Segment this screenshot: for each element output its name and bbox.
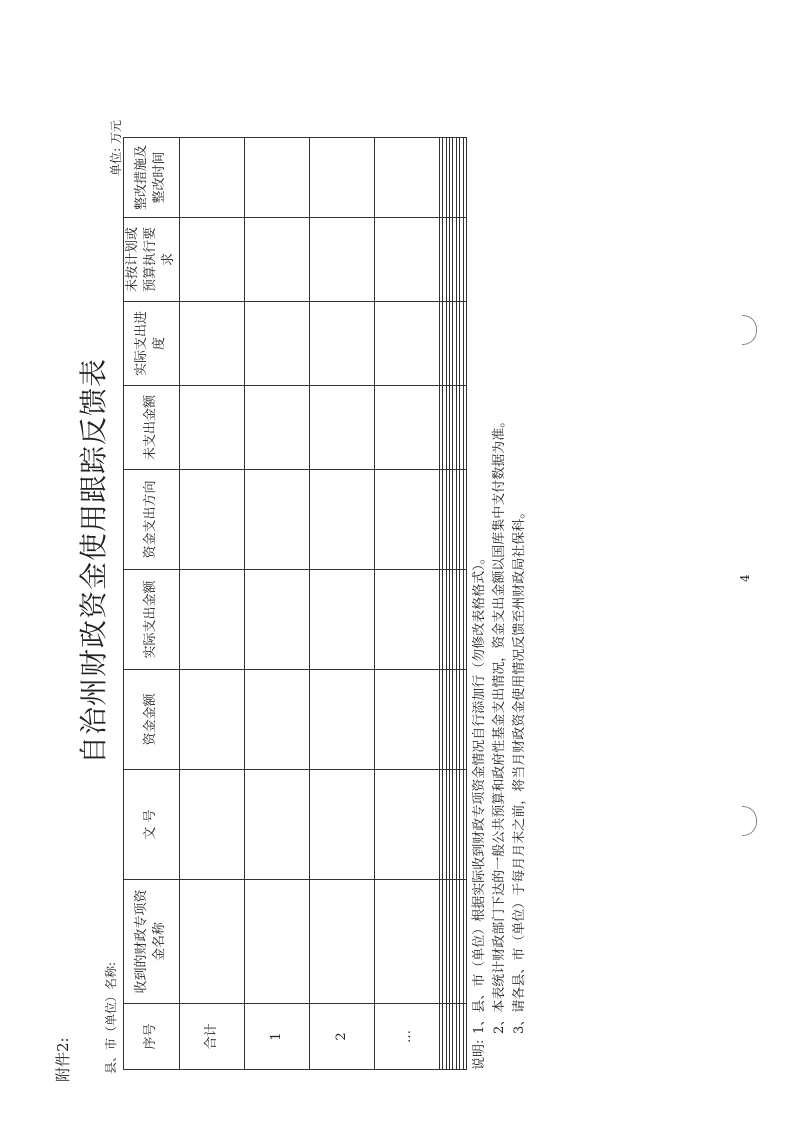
column-header: 整改措施及整改时间: [124, 138, 180, 218]
note-item: [510, 415, 530, 1070]
table-cell: [463, 880, 466, 1004]
table-cell: [309, 570, 374, 670]
table-cell: [374, 880, 439, 1004]
table-row: [374, 138, 439, 1070]
table-row: [463, 138, 466, 1070]
column-header: 实际支出金额: [124, 570, 180, 670]
table-cell: [463, 386, 466, 470]
notes-label: 说明:: [472, 1039, 487, 1070]
table-cell: [309, 880, 374, 1004]
table-cell: 合计: [179, 1004, 244, 1070]
table-cell: [374, 386, 439, 470]
table-cell: …: [374, 1004, 439, 1070]
table-cell: [244, 470, 309, 570]
column-header: 收到的财政专项资金名称: [124, 880, 180, 1004]
table-header-row: [124, 138, 180, 1070]
column-header: 未支出金额: [124, 386, 180, 470]
table-cell: [374, 138, 439, 218]
table-cell: 1: [244, 1004, 309, 1070]
notes-section: [470, 415, 530, 1070]
table-cell: [309, 670, 374, 770]
table-cell: [309, 218, 374, 302]
table-cell: [179, 386, 244, 470]
table-cell: [244, 302, 309, 386]
table-cell: [179, 302, 244, 386]
note-item: [490, 415, 510, 1070]
table-cell: [179, 218, 244, 302]
table-cell: [374, 302, 439, 386]
table-cell: [244, 570, 309, 670]
table-cell: [244, 670, 309, 770]
table-cell: [309, 470, 374, 570]
table-cell: [374, 218, 439, 302]
table-cell: [179, 670, 244, 770]
table-cell: [463, 218, 466, 302]
note-text: 3、请各县、市（单位）于每月月末之前，将当月财政资金使用情况反馈至州财政局社保科。: [512, 505, 527, 1034]
unit-name-label: 县、市（单位）名称:: [104, 961, 118, 1074]
page-title: 自治州财政资金使用跟踪反馈表: [77, 358, 110, 765]
table-cell: [463, 770, 466, 880]
table-cell: [374, 470, 439, 570]
note-text: 1、县、市（单位）根据实际收到财政专项资金情况自行添加行（勿修改表格格式）。: [472, 551, 487, 1034]
table-cell: [244, 386, 309, 470]
table-cell: [244, 880, 309, 1004]
table-row: [244, 138, 309, 1070]
table-cell: [244, 218, 309, 302]
table-cell: [463, 570, 466, 670]
table-cell: [309, 138, 374, 218]
table-cell: [309, 302, 374, 386]
table-body: [179, 138, 466, 1070]
table-cell: [463, 302, 466, 386]
table-cell: [179, 570, 244, 670]
page-number: 4: [738, 574, 752, 582]
table-cell: [244, 770, 309, 880]
table-cell: [463, 138, 466, 218]
column-header: 资金支出方向: [124, 470, 180, 570]
table-cell: [374, 770, 439, 880]
table-cell: [179, 470, 244, 570]
table-row: [309, 138, 374, 1070]
table-cell: [463, 1004, 466, 1070]
table-cell: [463, 670, 466, 770]
table-cell: [309, 386, 374, 470]
table-cell: 2: [309, 1004, 374, 1070]
note-text: 2、本表统计财政部门下达的一般公共预算和政府性基金支出情况，资金支出金额以国库集中支付数据为准。: [492, 414, 507, 1034]
unit-of-measure: 单位: 万元: [109, 120, 123, 176]
table-cell: [179, 770, 244, 880]
column-header: 序号: [124, 1004, 180, 1070]
table-cell: [374, 670, 439, 770]
column-header: 未按计划或预算执行要求: [124, 218, 180, 302]
table-row: [179, 138, 244, 1070]
attachment-label: 附件2:: [54, 1037, 72, 1082]
table-cell: [309, 770, 374, 880]
column-header: 文 号: [124, 770, 180, 880]
feedback-table: [123, 137, 467, 1070]
table-cell: [179, 138, 244, 218]
note-item: [470, 415, 490, 1070]
table-cell: [463, 470, 466, 570]
table-cell: [179, 880, 244, 1004]
table-cell: [374, 570, 439, 670]
column-header: 实际支出进度: [124, 302, 180, 386]
column-header: 资金金额: [124, 670, 180, 770]
table-cell: [244, 138, 309, 218]
